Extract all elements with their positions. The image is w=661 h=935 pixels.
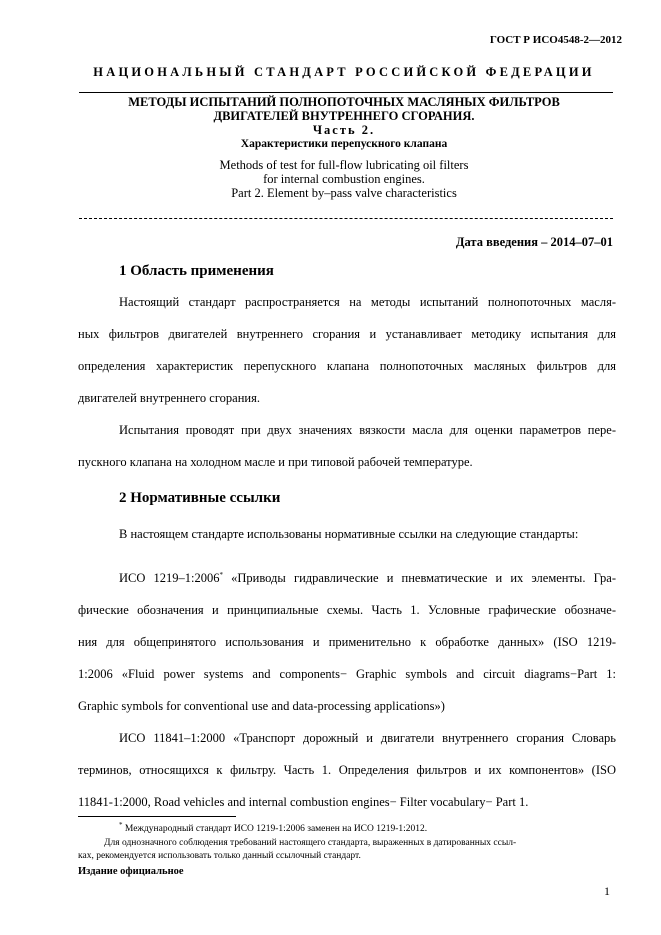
footnote-mark: * [219,570,223,579]
title-en-line3: Part 2. Element by–pass valve characteristics [231,186,457,200]
title-en-line1: Methods of test for full-flow lubricating oil filters [219,158,469,172]
ref1-code: ИСО 1219–1:2006 [119,571,220,585]
national-standard-label: НАЦИОНАЛЬНЫЙ СТАНДАРТ РОССИЙСКОЙ ФЕДЕРАЦИИ [93,65,595,79]
section1-heading: 1 Область применения [119,263,274,279]
title-subtitle: Характеристики перепускного клапана [240,138,448,150]
ref1-title-start: «Приводы гидравлические и пневматические и их элементы. Гра- [223,571,616,585]
footnote-1 [119,820,428,834]
title-ru-line2: ДВИГАТЕЛЕЙ ВНУТРЕННЕГО СГОРАНИЯ. [213,109,475,123]
edition-label: Издание официальное [78,866,184,877]
footnote-2-line1: Для однозначного соблюдения требований настоящего стандарта, выраженных в датированных ссыл- [104,838,517,848]
title-ru-line1: МЕТОДЫ ИСПЫТАНИЙ ПОЛНОПОТОЧНЫХ МАСЛЯНЫХ ФИЛЬТРОВ [128,95,560,109]
title-block [79,95,609,200]
footnote-mark: * [119,820,123,829]
footnote-2-line2: ках, рекомендуется использовать только данный ссылочный стандарт. [78,851,361,861]
intro-date: Дата введения – 2014–07–01 [455,235,613,249]
ref2-line: 11841-1:2000, Road vehicles and internal combustion engines− Filter vocabulary− Part 1. [78,795,529,809]
ref1-line: ния для общепринятого использования и применительно к обработке данных» (ISO 1219- [78,635,616,649]
ref2-line: терминов, относящихся к фильтру. Часть 1. Определения фильтров и их компонентов» (ISO [78,763,616,777]
title-rule [79,218,613,219]
footnote-rule [78,816,236,817]
section1-p1-line: определения характеристик перепускного клапана полнопоточных масляных фильтров для [78,359,616,373]
ref1-line: фические обозначения и принципиальные схемы. Часть 1. Условные графические обозначе- [78,603,616,617]
page-number: 1 [604,884,610,898]
section1-p1-line: двигателей внутреннего сгорания. [78,391,260,405]
section2-intro: В настоящем стандарте использованы нормативные ссылки на следующие стандарты: [119,527,579,541]
ref1-line: 1:2006 «Fluid power systems and components− Graphic symbols and circuit diagrams−Part 1: [78,667,616,681]
footnote-1-text: Международный стандарт ИСО 1219-1:2006 заменен на ИСО 1219-1:2012. [122,824,428,834]
ref1-line [119,571,616,586]
standard-code: ГОСТ Р ИСО4548-2—2012 [489,34,622,46]
title-en-line2: for internal combustion engines. [263,172,425,186]
ref1-line: Graphic symbols for conventional use and data-processing applications») [78,699,445,713]
title-part: Часть 2. [312,123,376,137]
section1-p1-line: Настоящий стандарт распространяется на методы испытаний полнопоточных масля- [119,295,616,309]
section1-p2-line: Испытания проводят при двух значениях вязкости масла для оценки параметров пере- [119,423,616,437]
ref2-line: ИСО 11841–1:2000 «Транспорт дорожный и двигатели внутреннего сгорания Словарь [119,731,616,745]
header-rule [79,92,613,93]
section2-heading: 2 Нормативные ссылки [119,490,281,506]
section1-p1-line: ных фильтров двигателей внутреннего сгорания и устанавливает методику испытания для [78,327,616,341]
section1-p2-line: пускного клапана на холодном масле и при типовой рабочей температуре. [78,455,473,469]
